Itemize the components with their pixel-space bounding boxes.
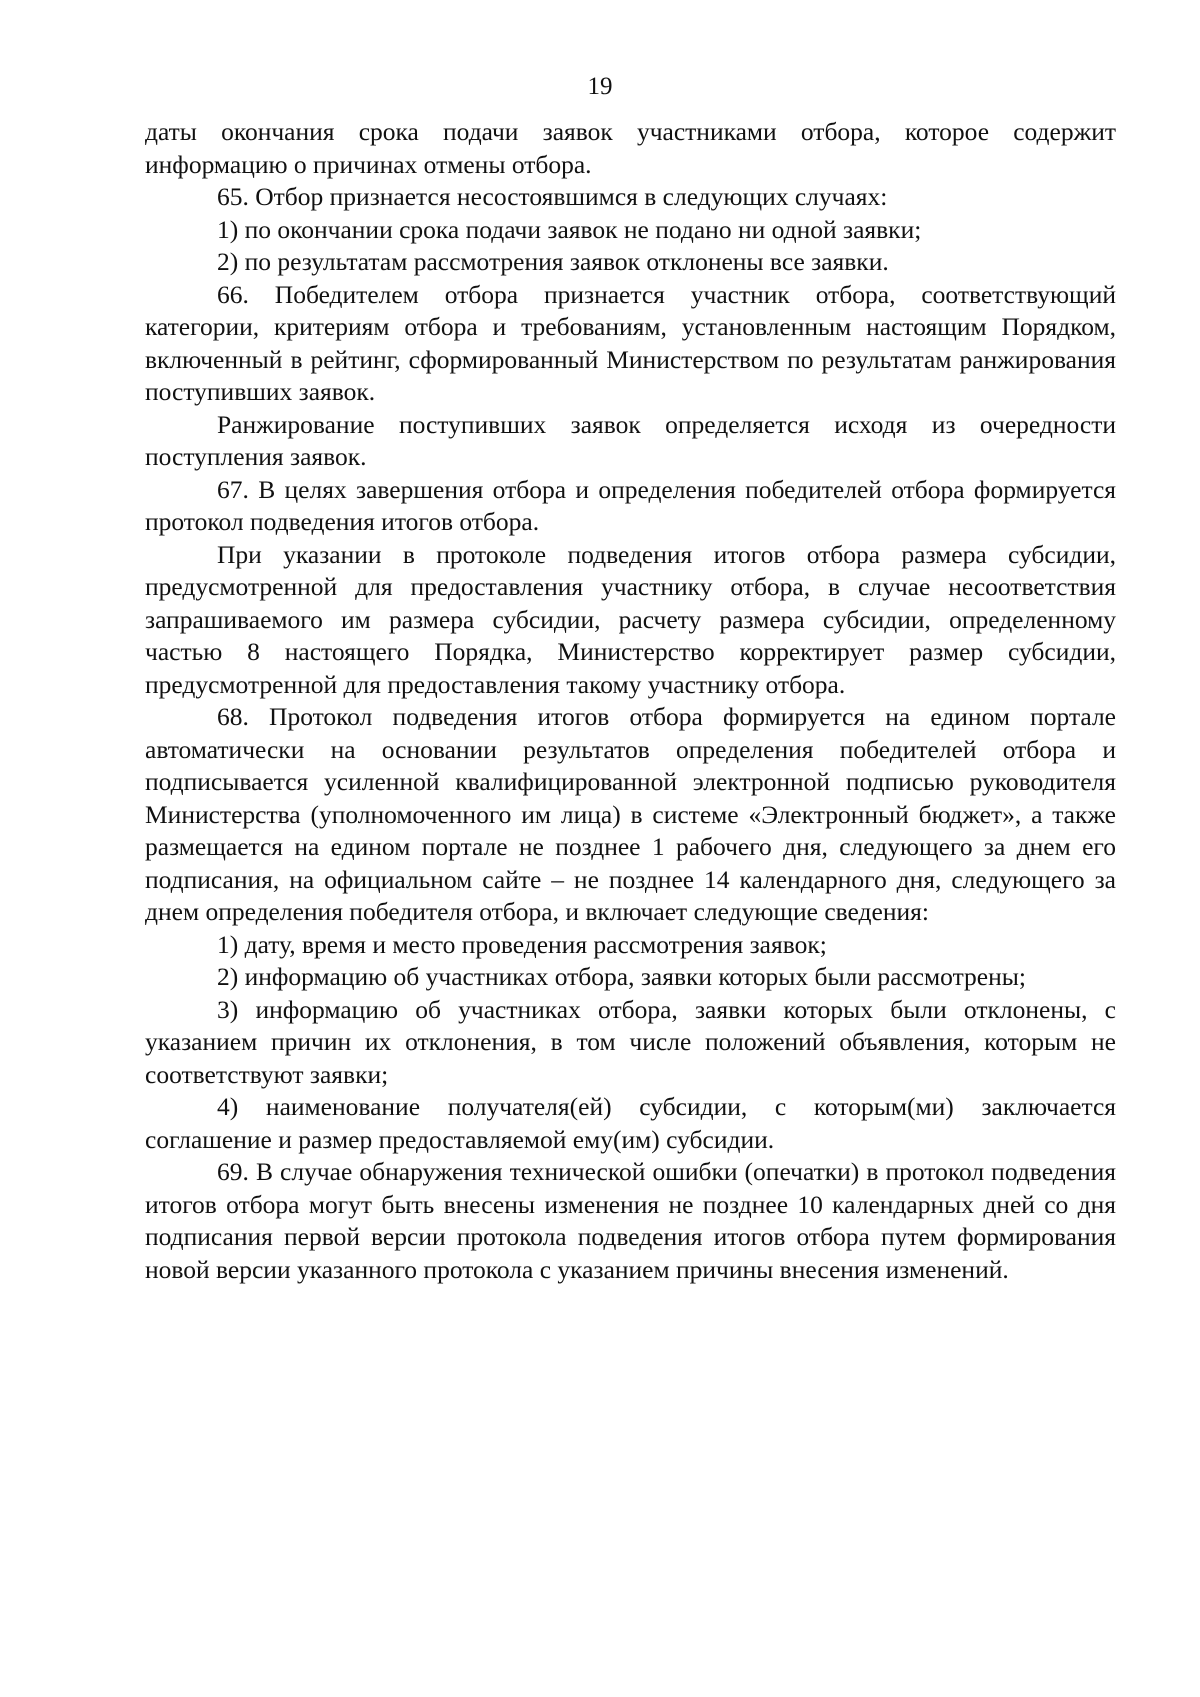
paragraph-66: 66. Победителем отбора признается участник отбора, соответствующий категории, критериям отбора и требованиям, установленным настоящим Порядком, включенный в рейтинг, сформированный Министерством по результатам ранжирования поступивших заявок.: [145, 279, 1116, 406]
paragraph-69: 69. В случае обнаружения технической ошибки (опечатки) в протокол подведения итогов отбора могут быть внесены изменения не позднее 10 календарных дней со дня подписания первой версии протокола подведения итогов отбора путем формирования новой версии указанного протокола с указанием причины внесения изменений.: [145, 1157, 1116, 1284]
paragraph-67-subsidy: При указании в протоколе подведения итогов отбора размера субсидии, предусмотренной для предоставления участнику отбора, в случае несоответствия запрашиваемого им размера субсидии, расчету размера субсидии, определенному частью 8 настоящего Порядка, Министерство корректирует размер субсидии, предусмотренной для предоставления такому участнику отбора.: [145, 539, 1116, 699]
paragraph-65-item-2: 2) по результатам рассмотрения заявок отклонены все заявки.: [217, 247, 889, 276]
paragraph-65-item-1: 1) по окончании срока подачи заявок не подано ни одной заявки;: [217, 214, 922, 244]
document-body: [145, 116, 1116, 1286]
paragraph-68: 68. Протокол подведения итогов отбора формируется на едином портале автоматически на основании результатов определения победителей отбора и подписывается усиленной квалифицированной электронной подписью руководителя Министерства (уполномоченного им лица) в системе «Электронный бюджет», а также размещается на едином портале не позднее 1 рабочего дня, следующего за днем его подписания, на официальном сайте – не позднее 14 календарного дня, следующего за днем определения победителя отбора, и включает следующие сведения:: [145, 702, 1116, 926]
page-number: 19: [587, 73, 613, 100]
paragraph-67: 67. В целях завершения отбора и определения победителей отбора формируется протокол подведения итогов отбора.: [145, 474, 1116, 536]
paragraph-continuation: даты окончания срока подачи заявок участниками отбора, которое содержит информацию о причинах отмены отбора.: [145, 117, 1116, 179]
paragraph-68-item-3: 3) информацию об участниках отбора, заявки которых были отклонены, с указанием причин их отклонения, в том числе положений объявления, которым не соответствуют заявки;: [145, 994, 1116, 1089]
paragraph-65: 65. Отбор признается несостоявшимся в следующих случаях:: [217, 182, 888, 211]
paragraph-68-item-1: 1) дату, время и место проведения рассмотрения заявок;: [217, 929, 827, 959]
paragraph-68-item-4: 4) наименование получателя(ей) субсидии, с которым(ми) заключается соглашение и размер предоставляемой ему(им) субсидии.: [145, 1092, 1116, 1154]
paragraph-66-ranking: Ранжирование поступивших заявок определяется исходя из очередности поступления заявок.: [145, 409, 1116, 471]
paragraph-68-item-2: 2) информацию об участниках отбора, заявки которых были рассмотрены;: [217, 962, 1026, 991]
